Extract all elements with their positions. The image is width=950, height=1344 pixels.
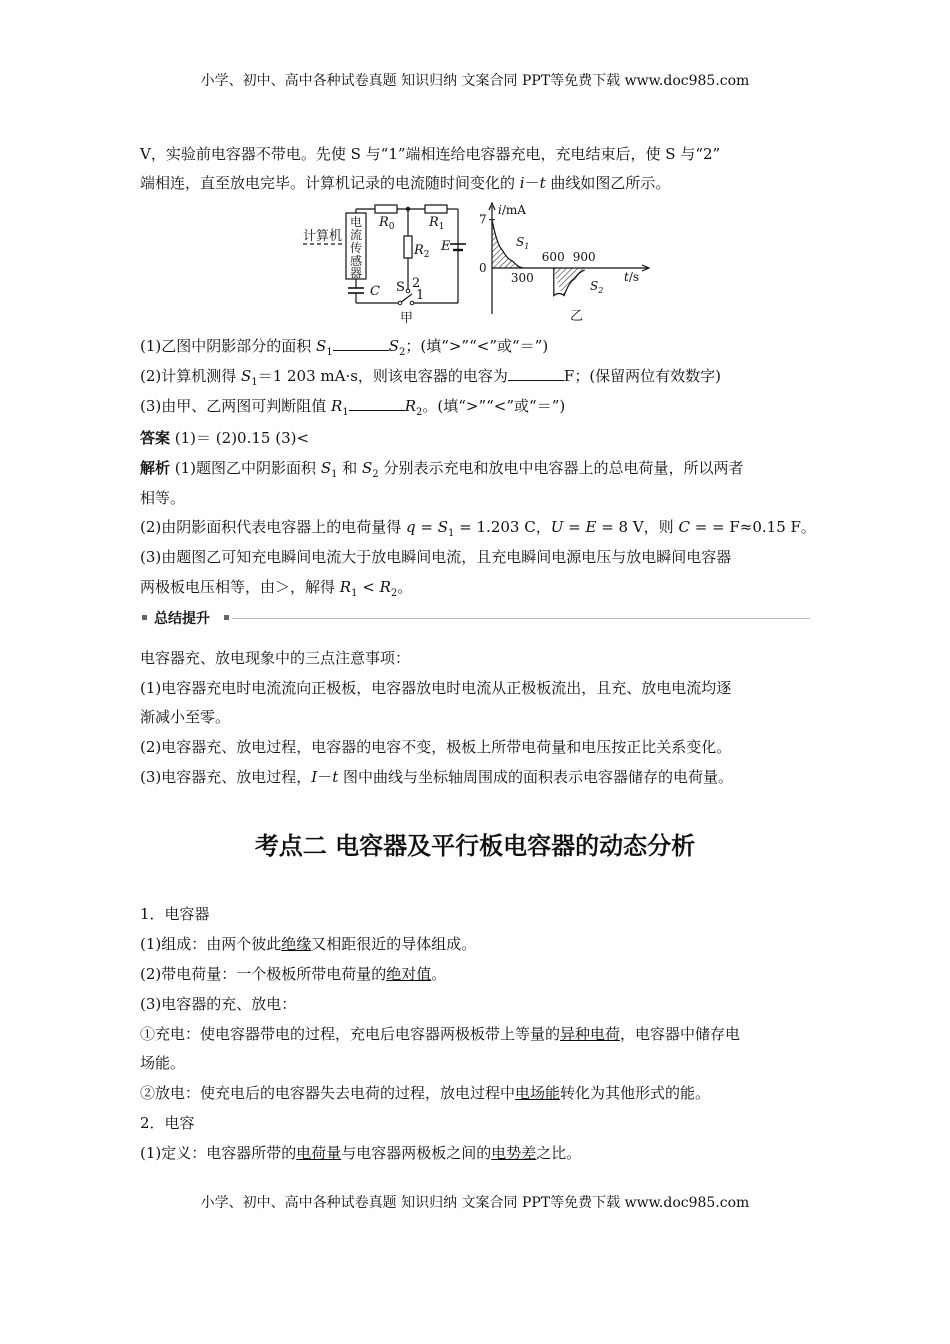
computer-label: 计算机 [303, 229, 343, 244]
sensor-char-5: 器 [350, 266, 363, 280]
sensor-char-4: 感 [350, 254, 363, 268]
summary-square-icon [142, 615, 147, 620]
r0-label: $R_0$ [379, 215, 395, 232]
s2-label: $S_2$ [590, 279, 604, 295]
section-line-discharging: ②放电：使充电后的电容器失去电荷的过程，放电过程中电场能转化为其他形式的能。 [140, 1084, 711, 1102]
c-label: C [370, 284, 380, 299]
summary-point-3: (3)电容器充、放电过程，I－t 图中曲线与坐标轴周围成的面积表示电容器储存的电荷量。 [140, 768, 734, 786]
r2-label: $R_2$ [414, 243, 430, 260]
summary-title: 总结提升 [154, 611, 210, 627]
y-axis-label: i/mA [498, 203, 526, 217]
y-tick-label-7: 7 [479, 212, 487, 227]
question-1: (1)乙图中阴影部分的面积 $S_1$ $S_2$；(填“>”“<”或“＝”) [140, 337, 549, 358]
s-label: S [396, 280, 405, 295]
section-line-composition: (1)组成：由两个彼此绝缘又相距很近的导体组成。 [140, 935, 477, 953]
sensor-char-1: 电 [350, 215, 363, 229]
section-line-charging: ①充电：使电容器带电的过程，充电后电容器两极板带上等量的异种电荷，电容器中储存电 [140, 1025, 741, 1043]
s1-label: $S_1$ [516, 235, 530, 251]
x-tick-label-600: 600 [541, 250, 565, 264]
question-3: (3)由甲、乙两图可判断阻值 $R_1$ $R_2$。(填“>”“<”或“＝”) [140, 397, 566, 418]
answer-blank-1[interactable] [333, 338, 389, 351]
figure-yi-caption: 乙 [570, 309, 584, 324]
summary-intro: 电容器充、放电现象中的三点注意事项： [140, 649, 411, 667]
figure-jia-caption: 甲 [400, 311, 414, 326]
answer-blank-2[interactable] [508, 368, 564, 381]
summary-point-1a: (1)电容器充电时电流流向正极板，电容器放电时电流从正极板流出，且充、放电电流均逐 [140, 679, 732, 697]
section-line-definition: (1)定义：电容器所带的电荷量与电容器两极板之间的电势差之比。 [140, 1144, 582, 1162]
section-heading-1: 1．电容器 [140, 905, 210, 923]
analysis-line-1: 解析 (1)题图乙中阴影面积 $S_1$ 和 $S_2$ 分别表示充电和放电中电容器上的总电荷量，所以两者 [140, 459, 744, 480]
section-line-charge-discharge: (3)电容器的充、放电： [140, 995, 297, 1013]
analysis-line-5: 两极板电压相等，由＞，解得 $R_1 < R_2$。 [140, 578, 413, 599]
analysis-line-2: 相等。 [140, 489, 186, 507]
answer-line: 答案 (1)＝ (2)0.15 (3)< [140, 429, 310, 447]
junction-dot [406, 207, 410, 211]
circuit-diagram [300, 198, 475, 326]
sensor-char-2: 流 [350, 228, 363, 242]
e-label: E [441, 239, 451, 254]
section-heading-2: 2．电容 [140, 1114, 195, 1132]
section-line-charging-cont: 场能。 [140, 1054, 186, 1072]
terminal-2-label: 2 [412, 276, 421, 291]
summary-rule [232, 618, 810, 619]
x-axis-label: t/s [624, 270, 640, 284]
analysis-line-3: (2)由阴影面积代表电容器上的电荷量得 $q = S_1 = 1.203$ C，U = E = 8 V，则 C = = F≈0.15 F。 [140, 518, 816, 539]
intro-line-1: V，实验前电容器不带电。先使 S 与“1”端相连给电容器充电，充电结束后，使 S 与“2” [140, 145, 721, 163]
intro-line-2: 端相连，直至放电完毕。计算机记录的电流随时间变化的 i－t 曲线如图乙所示。 [140, 174, 671, 192]
section-title: 考点二 电容器及平行板电容器的动态分析 [254, 831, 696, 860]
r1-label: $R_1$ [429, 215, 445, 232]
switch-pivot [398, 301, 402, 305]
terminal-1-label: 1 [416, 288, 425, 303]
origin-label: 0 [479, 261, 487, 275]
analysis-line-4: (3)由题图乙可知充电瞬间电流大于放电瞬间电流，且充电瞬间电源电压与放电瞬间电容器 [140, 548, 732, 566]
x-tick-label-900: 900 [572, 250, 596, 264]
x-tick-label-300: 300 [510, 271, 534, 285]
summary-point-1b: 渐减小至零。 [140, 708, 231, 726]
terminal-2 [406, 289, 410, 293]
summary-point-2: (2)电容器充、放电过程，电容器的电容不变，极板上所带电荷量和电压按正比关系变化。 [140, 738, 732, 756]
page-header: 小学、初中、高中各种试卷真题 知识归纳 文案合同 PPT等免费下载 www.doc985.com [200, 73, 750, 89]
terminal-1 [410, 301, 414, 305]
summary-header [140, 610, 812, 626]
question-2: (2)计算机测得 $S_1=1$ 203 mA·s，则该电容器的电容为 F；(保留两位有效数字) [140, 367, 722, 388]
answer-blank-3[interactable] [349, 398, 405, 411]
current-time-chart [478, 198, 658, 324]
section-line-charge: (2)带电荷量：一个极板所带电荷量的绝对值。 [140, 965, 447, 983]
sensor-char-3: 传 [350, 241, 363, 255]
page-footer: 小学、初中、高中各种试卷真题 知识归纳 文案合同 PPT等免费下载 www.doc985.com [200, 1195, 750, 1211]
summary-square-icon-2 [224, 615, 229, 620]
